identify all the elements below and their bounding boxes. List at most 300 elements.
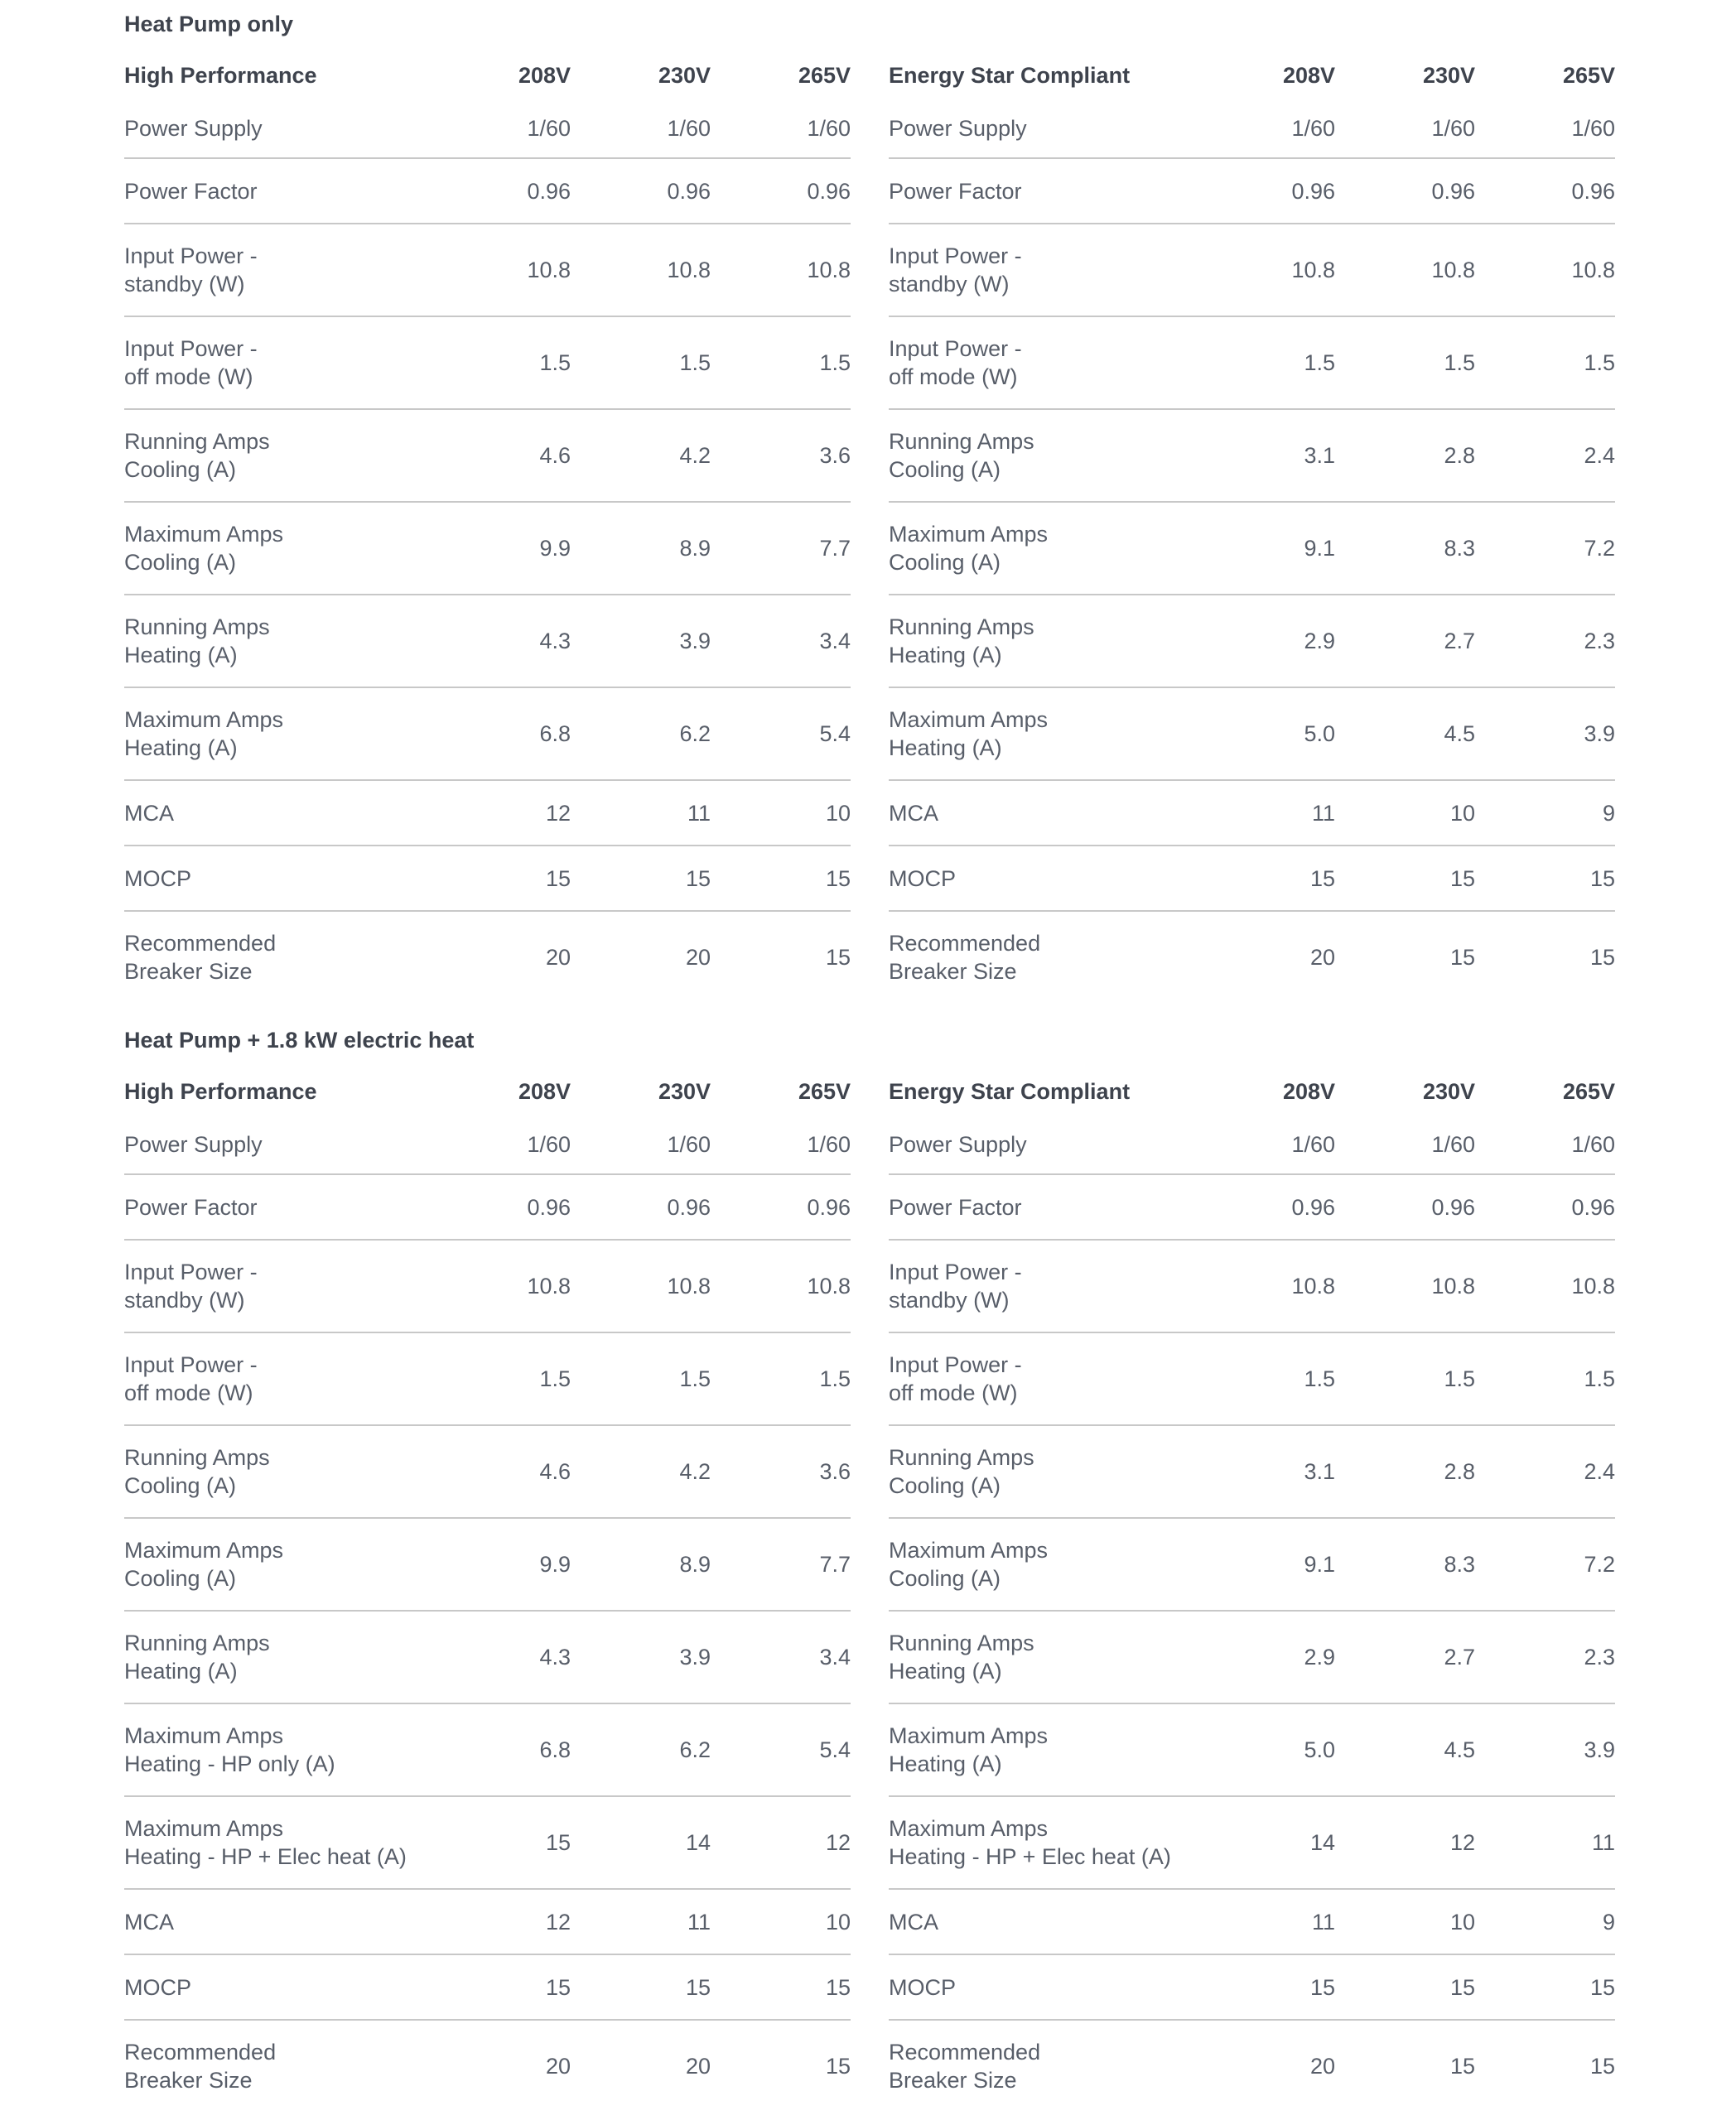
table-row xyxy=(889,1611,1615,1703)
row-value: 9.1 xyxy=(1195,1518,1335,1611)
voltage-column-header: 230V xyxy=(1422,1078,1475,1104)
row-label-line: Power Factor xyxy=(889,178,1022,204)
row-value: 10.8 xyxy=(431,1240,571,1332)
row-value: 1.5 xyxy=(1335,1332,1475,1425)
row-label-line: Heating (A) xyxy=(124,643,238,667)
row-label xyxy=(889,1796,1195,1889)
row-value: 10.8 xyxy=(571,1240,711,1332)
table-row xyxy=(889,1332,1615,1425)
table-heading: High Performance xyxy=(124,1078,317,1104)
row-value: 6.2 xyxy=(571,1703,711,1796)
row-value: 2.9 xyxy=(1195,1611,1335,1703)
table-row xyxy=(889,1425,1615,1518)
row-label-line: Heating (A) xyxy=(889,1751,1002,1776)
row-label xyxy=(889,1889,1195,1954)
table-row xyxy=(124,780,851,846)
row-label-line: Maximum Amps xyxy=(889,1816,1049,1841)
row-value: 4.2 xyxy=(571,1425,711,1518)
row-value: 0.96 xyxy=(1475,158,1615,224)
row-value: 2.7 xyxy=(1335,595,1475,687)
row-value: 10.8 xyxy=(1195,1240,1335,1332)
row-label-line: Power Supply xyxy=(124,1132,263,1157)
row-label-line: Input Power - xyxy=(124,1260,258,1284)
row-value: 4.3 xyxy=(431,1611,571,1703)
row-label-line: Input Power - xyxy=(889,1260,1022,1284)
row-value: 15 xyxy=(431,846,571,911)
row-value: 4.2 xyxy=(571,409,711,502)
row-label-line: MOCP xyxy=(124,865,191,891)
row-label xyxy=(889,158,1195,224)
row-label-line: Input Power - xyxy=(124,243,258,268)
table-row xyxy=(889,846,1615,911)
table-row xyxy=(124,687,851,780)
row-label-line: off mode (W) xyxy=(124,364,253,389)
row-value: 4.6 xyxy=(431,1425,571,1518)
row-label xyxy=(889,1611,1195,1703)
row-value: 15 xyxy=(1335,1954,1475,2020)
table-row xyxy=(124,224,851,316)
table-row xyxy=(124,1425,851,1518)
row-value: 1/60 xyxy=(667,116,711,141)
row-value: 15 xyxy=(711,2020,851,2112)
row-label-line: Recommended xyxy=(889,2040,1041,2065)
row-label xyxy=(124,1703,431,1796)
row-label xyxy=(124,1240,431,1332)
row-value: 1.5 xyxy=(571,316,711,409)
table-row xyxy=(124,911,851,1003)
row-label xyxy=(124,846,431,911)
voltage-column-header: 230V xyxy=(1422,62,1475,88)
row-value: 3.1 xyxy=(1195,1425,1335,1518)
row-value: 3.6 xyxy=(711,1425,851,1518)
row-value: 15 xyxy=(571,1954,711,2020)
row-value: 10.8 xyxy=(1335,224,1475,316)
row-label xyxy=(889,911,1195,1003)
table-row xyxy=(124,1240,851,1332)
row-label-line: MOCP xyxy=(124,1974,191,2000)
row-value: 1/60 xyxy=(807,1132,851,1157)
row-value: 1/60 xyxy=(527,116,571,141)
row-value: 10 xyxy=(711,1889,851,1954)
row-label-line: Cooling (A) xyxy=(124,1566,237,1591)
row-value: 2.4 xyxy=(1475,1425,1615,1518)
row-value: 15 xyxy=(711,911,851,1003)
table-row xyxy=(889,1889,1615,1954)
voltage-column-header: 265V xyxy=(1562,1078,1615,1104)
table-row xyxy=(889,158,1615,224)
row-value: 3.9 xyxy=(571,1611,711,1703)
row-value: 3.4 xyxy=(711,1611,851,1703)
row-label-line: Input Power - xyxy=(124,1352,258,1377)
row-label-line: Cooling (A) xyxy=(124,550,237,575)
row-value: 0.96 xyxy=(1335,1174,1475,1240)
row-value: 3.1 xyxy=(1195,409,1335,502)
row-label xyxy=(124,1332,431,1425)
voltage-column-header: 208V xyxy=(1282,1078,1335,1104)
row-value: 8.9 xyxy=(571,1518,711,1611)
row-label xyxy=(889,1703,1195,1796)
row-label xyxy=(124,1954,431,2020)
row-value: 3.9 xyxy=(1475,1703,1615,1796)
row-value: 1.5 xyxy=(1195,316,1335,409)
row-value: 7.2 xyxy=(1475,1518,1615,1611)
table-row xyxy=(124,1115,851,1174)
row-label-line: Running Amps xyxy=(889,614,1034,639)
row-value: 1.5 xyxy=(711,316,851,409)
voltage-column-header: 208V xyxy=(518,1078,571,1104)
row-label-line: Cooling (A) xyxy=(889,550,1001,575)
row-label-line: off mode (W) xyxy=(889,364,1018,389)
row-value: 15 xyxy=(1335,2020,1475,2112)
row-value: 10 xyxy=(711,780,851,846)
row-value: 10.8 xyxy=(571,224,711,316)
row-label xyxy=(889,1518,1195,1611)
row-value: 1/60 xyxy=(1431,116,1475,141)
row-label xyxy=(124,911,431,1003)
row-label-line: MCA xyxy=(124,800,174,826)
row-label xyxy=(124,1518,431,1611)
row-value: 1.5 xyxy=(1475,1332,1615,1425)
spec-table-energy-star xyxy=(889,51,1615,1003)
row-value: 1.5 xyxy=(1475,316,1615,409)
table-row xyxy=(889,911,1615,1003)
row-value: 10.8 xyxy=(1475,1240,1615,1332)
row-value: 9.9 xyxy=(431,1518,571,1611)
row-value: 15 xyxy=(1195,1954,1335,2020)
row-label xyxy=(124,224,431,316)
spec-table-energy-star xyxy=(889,1067,1615,2112)
row-value: 5.0 xyxy=(1195,687,1335,780)
section-title-heat-pump-only: Heat Pump only xyxy=(124,12,294,36)
row-value: 1/60 xyxy=(1431,1132,1475,1157)
row-value: 15 xyxy=(1475,1954,1615,2020)
row-value: 20 xyxy=(571,911,711,1003)
row-value: 10 xyxy=(1335,780,1475,846)
row-value: 15 xyxy=(1195,846,1335,911)
row-value: 1/60 xyxy=(527,1132,571,1157)
table-row xyxy=(889,1174,1615,1240)
row-label-line: Power Factor xyxy=(889,1194,1022,1220)
row-label-line: standby (W) xyxy=(889,1288,1010,1313)
row-label-line: Maximum Amps xyxy=(124,707,284,732)
table-row xyxy=(889,316,1615,409)
row-label xyxy=(124,409,431,502)
row-value: 9 xyxy=(1475,1889,1615,1954)
row-value: 0.96 xyxy=(571,1174,711,1240)
row-label-line: Breaker Size xyxy=(124,959,253,984)
row-value: 1.5 xyxy=(571,1332,711,1425)
table-row xyxy=(889,409,1615,502)
row-label-line: Maximum Amps xyxy=(124,522,284,547)
row-value: 15 xyxy=(431,1796,571,1889)
row-label-line: Running Amps xyxy=(889,1445,1034,1470)
row-value: 12 xyxy=(431,1889,571,1954)
row-value: 10.8 xyxy=(431,224,571,316)
table-header-row xyxy=(889,1067,1615,1115)
row-label xyxy=(124,1425,431,1518)
row-value: 1.5 xyxy=(431,1332,571,1425)
row-value: 6.2 xyxy=(571,687,711,780)
row-label xyxy=(889,780,1195,846)
row-value: 2.3 xyxy=(1475,595,1615,687)
table-row xyxy=(124,158,851,224)
table-row xyxy=(124,409,851,502)
table-row xyxy=(124,99,851,158)
row-value: 1/60 xyxy=(807,116,851,141)
row-label xyxy=(889,502,1195,595)
row-value: 0.96 xyxy=(1335,158,1475,224)
row-label xyxy=(124,1611,431,1703)
row-label xyxy=(889,1425,1195,1518)
table-row xyxy=(889,687,1615,780)
row-value: 15 xyxy=(1475,846,1615,911)
table-row xyxy=(889,2020,1615,2112)
row-label-line: Recommended xyxy=(124,2040,277,2065)
table-row xyxy=(889,99,1615,158)
row-label-line: Input Power - xyxy=(889,243,1022,268)
row-value: 15 xyxy=(711,1954,851,2020)
row-label-line: Cooling (A) xyxy=(124,457,237,482)
table-row xyxy=(124,595,851,687)
row-label-line: Heating - HP + Elec heat (A) xyxy=(124,1844,407,1869)
row-label xyxy=(889,224,1195,316)
row-label-line: Maximum Amps xyxy=(889,1538,1049,1563)
row-value: 10.8 xyxy=(1195,224,1335,316)
row-value: 20 xyxy=(571,2020,711,2112)
row-label-line: Heating (A) xyxy=(124,735,238,760)
row-value: 12 xyxy=(711,1796,851,1889)
row-value: 12 xyxy=(431,780,571,846)
row-label-line: Input Power - xyxy=(124,336,258,361)
voltage-column-header: 230V xyxy=(658,1078,711,1104)
table-row xyxy=(889,780,1615,846)
row-value: 0.96 xyxy=(1195,158,1335,224)
spec-table-high-performance xyxy=(124,51,851,1003)
table-row xyxy=(124,1796,851,1889)
row-value: 2.9 xyxy=(1195,595,1335,687)
row-value: 11 xyxy=(1475,1796,1615,1889)
row-label-line: Running Amps xyxy=(124,1445,270,1470)
table-row xyxy=(124,846,851,911)
row-value: 10.8 xyxy=(711,224,851,316)
row-label-line: Recommended xyxy=(889,931,1041,956)
row-label xyxy=(889,846,1195,911)
table-row xyxy=(889,502,1615,595)
row-label-line: Recommended xyxy=(124,931,277,956)
row-label-line: MCA xyxy=(889,1909,938,1934)
row-label xyxy=(889,1954,1195,2020)
row-value: 3.6 xyxy=(711,409,851,502)
row-label-line: MCA xyxy=(889,800,938,826)
row-label xyxy=(889,1332,1195,1425)
row-value: 11 xyxy=(1195,1889,1335,1954)
row-value: 1/60 xyxy=(1571,116,1615,141)
row-label xyxy=(124,687,431,780)
row-label xyxy=(889,595,1195,687)
row-value: 3.9 xyxy=(571,595,711,687)
row-value: 1/60 xyxy=(1291,116,1335,141)
row-label xyxy=(889,2020,1195,2112)
row-value: 2.3 xyxy=(1475,1611,1615,1703)
voltage-column-header: 265V xyxy=(798,62,851,88)
row-value: 1.5 xyxy=(1195,1332,1335,1425)
row-value: 15 xyxy=(431,1954,571,2020)
row-label-line: Heating - HP only (A) xyxy=(124,1751,335,1776)
row-label-line: standby (W) xyxy=(124,272,245,296)
table-heading: High Performance xyxy=(124,62,317,88)
table-header-row xyxy=(889,51,1615,99)
row-value: 8.3 xyxy=(1335,502,1475,595)
section-title-heat-pump-electric-heat: Heat Pump + 1.8 kW electric heat xyxy=(124,1028,475,1053)
row-value: 7.7 xyxy=(711,502,851,595)
row-label xyxy=(124,158,431,224)
row-label-line: Cooling (A) xyxy=(889,457,1001,482)
row-label-line: Heating (A) xyxy=(889,735,1002,760)
row-value: 20 xyxy=(1195,911,1335,1003)
row-label-line: Maximum Amps xyxy=(889,522,1049,547)
row-value: 8.9 xyxy=(571,502,711,595)
row-value: 11 xyxy=(571,1889,711,1954)
row-value: 0.96 xyxy=(431,1174,571,1240)
row-label xyxy=(889,99,1195,158)
row-label-line: Breaker Size xyxy=(889,2068,1017,2093)
table-row xyxy=(124,1332,851,1425)
row-label xyxy=(889,316,1195,409)
table-row xyxy=(889,1518,1615,1611)
row-value: 9.1 xyxy=(1195,502,1335,595)
row-label xyxy=(124,2020,431,2112)
row-value: 20 xyxy=(1195,2020,1335,2112)
row-value: 0.96 xyxy=(1475,1174,1615,1240)
row-value: 10 xyxy=(1335,1889,1475,1954)
row-label-line: Running Amps xyxy=(124,614,270,639)
row-value: 5.4 xyxy=(711,1703,851,1796)
table-row xyxy=(124,1954,851,2020)
row-label-line: Maximum Amps xyxy=(889,707,1049,732)
table-header-row xyxy=(124,51,851,99)
row-value: 2.8 xyxy=(1335,409,1475,502)
row-value: 15 xyxy=(1335,911,1475,1003)
table-row xyxy=(124,1703,851,1796)
table-row xyxy=(124,1174,851,1240)
row-label-line: Maximum Amps xyxy=(124,1538,284,1563)
row-value: 20 xyxy=(431,2020,571,2112)
row-value: 1.5 xyxy=(711,1332,851,1425)
row-label-line: Power Factor xyxy=(124,1194,258,1220)
table-row xyxy=(124,1889,851,1954)
row-label-line: Power Supply xyxy=(889,116,1027,141)
table-row xyxy=(124,1518,851,1611)
row-value: 1.5 xyxy=(431,316,571,409)
row-value: 6.8 xyxy=(431,1703,571,1796)
row-label-line: Cooling (A) xyxy=(889,1566,1001,1591)
row-label-line: Maximum Amps xyxy=(124,1723,284,1748)
row-label-line: Cooling (A) xyxy=(124,1473,237,1498)
row-value: 7.2 xyxy=(1475,502,1615,595)
table-row xyxy=(889,1796,1615,1889)
row-value: 1/60 xyxy=(667,1132,711,1157)
row-label-line: Power Supply xyxy=(124,116,263,141)
row-value: 9.9 xyxy=(431,502,571,595)
row-label-line: Heating (A) xyxy=(889,643,1002,667)
row-label-line: Maximum Amps xyxy=(889,1723,1049,1748)
row-label-line: Heating (A) xyxy=(124,1659,238,1684)
voltage-column-header: 230V xyxy=(658,62,711,88)
row-value: 20 xyxy=(431,911,571,1003)
row-value: 10.8 xyxy=(711,1240,851,1332)
row-value: 15 xyxy=(1475,2020,1615,2112)
table-row xyxy=(124,316,851,409)
row-label-line: standby (W) xyxy=(889,272,1010,296)
row-value: 8.3 xyxy=(1335,1518,1475,1611)
row-label xyxy=(124,1115,431,1174)
row-value: 2.8 xyxy=(1335,1425,1475,1518)
row-label-line: Running Amps xyxy=(889,1631,1034,1655)
row-label xyxy=(124,502,431,595)
row-value: 12 xyxy=(1335,1796,1475,1889)
row-label-line: Running Amps xyxy=(889,429,1034,454)
row-value: 11 xyxy=(571,780,711,846)
row-value: 6.8 xyxy=(431,687,571,780)
table-row xyxy=(889,595,1615,687)
row-value: 5.4 xyxy=(711,687,851,780)
row-label xyxy=(124,1174,431,1240)
row-value: 0.96 xyxy=(711,158,851,224)
table-heading: Energy Star Compliant xyxy=(889,1078,1131,1104)
voltage-column-header: 265V xyxy=(1562,62,1615,88)
row-label-line: Input Power - xyxy=(889,1352,1022,1377)
row-label-line: MOCP xyxy=(889,1974,956,2000)
row-value: 2.4 xyxy=(1475,409,1615,502)
row-label-line: MCA xyxy=(124,1909,174,1934)
row-label-line: Input Power - xyxy=(889,336,1022,361)
table-header-row xyxy=(124,1067,851,1115)
table-row xyxy=(889,1115,1615,1174)
row-label-line: Power Factor xyxy=(124,178,258,204)
row-label xyxy=(889,409,1195,502)
spec-table-high-performance xyxy=(124,1067,851,2112)
row-value: 10.8 xyxy=(1475,224,1615,316)
row-value: 15 xyxy=(571,846,711,911)
row-value: 1.5 xyxy=(1335,316,1475,409)
row-value: 1/60 xyxy=(1571,1132,1615,1157)
row-value: 14 xyxy=(571,1796,711,1889)
row-label xyxy=(889,1174,1195,1240)
row-value: 3.9 xyxy=(1475,687,1615,780)
row-label xyxy=(124,780,431,846)
row-value: 4.5 xyxy=(1335,1703,1475,1796)
row-value: 4.5 xyxy=(1335,687,1475,780)
row-value: 15 xyxy=(1475,911,1615,1003)
row-value: 15 xyxy=(711,846,851,911)
row-value: 15 xyxy=(1335,846,1475,911)
table-heading: Energy Star Compliant xyxy=(889,62,1131,88)
row-value: 0.96 xyxy=(1195,1174,1335,1240)
row-label-line: Power Supply xyxy=(889,1132,1027,1157)
voltage-column-header: 265V xyxy=(798,1078,851,1104)
table-row xyxy=(124,502,851,595)
row-label-line: Breaker Size xyxy=(889,959,1017,984)
row-label-line: Running Amps xyxy=(124,429,270,454)
row-label xyxy=(124,99,431,158)
row-label-line: off mode (W) xyxy=(889,1380,1018,1405)
row-value: 4.6 xyxy=(431,409,571,502)
row-value: 1/60 xyxy=(1291,1132,1335,1157)
voltage-column-header: 208V xyxy=(518,62,571,88)
row-value: 10.8 xyxy=(1335,1240,1475,1332)
row-value: 14 xyxy=(1195,1796,1335,1889)
row-label-line: Running Amps xyxy=(124,1631,270,1655)
